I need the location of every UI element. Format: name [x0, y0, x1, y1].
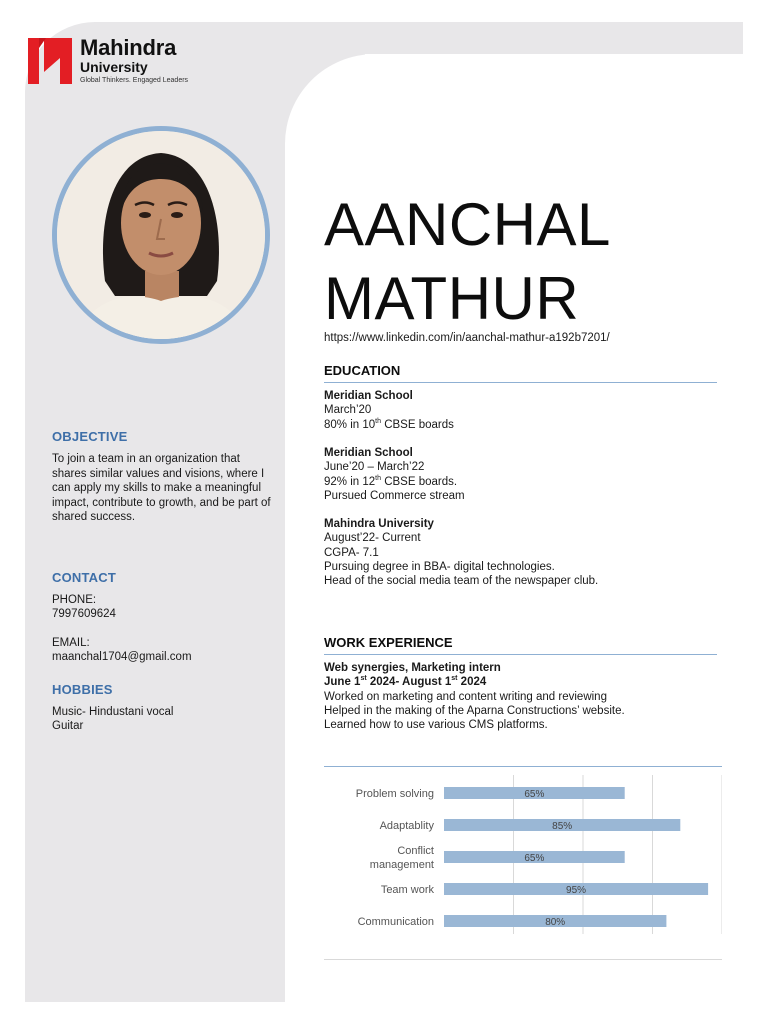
- entry-line: Pursued Commerce stream: [324, 489, 465, 502]
- logo-name: Mahindra: [80, 35, 177, 60]
- category-label: Communication: [357, 916, 434, 928]
- skills-bar-chart: [324, 767, 722, 959]
- contact-heading: CONTACT: [52, 570, 116, 585]
- education-entry: [324, 446, 724, 503]
- bar-value-label: 95%: [566, 885, 587, 896]
- header-band: [300, 22, 743, 54]
- candidate-name: [324, 188, 611, 336]
- first-name: AANCHAL: [324, 191, 611, 258]
- bar-value-label: 85%: [552, 821, 573, 832]
- email-value[interactable]: maanchal1704@gmail.com: [52, 651, 192, 663]
- work-entry: [324, 661, 724, 732]
- objective-heading: OBJECTIVE: [52, 429, 128, 444]
- job-line: Worked on marketing and content writing and reviewing: [324, 690, 607, 703]
- mahindra-logo-mark-icon: [28, 36, 72, 86]
- bar-value-label: 65%: [524, 789, 545, 800]
- education-heading: EDUCATION: [324, 363, 717, 383]
- job-line: Helped in the making of the Aparna Constructions’ website.: [324, 704, 625, 717]
- school-name: Meridian School: [324, 390, 413, 402]
- university-logo: [28, 36, 188, 86]
- last-name: MATHUR: [324, 265, 580, 332]
- hobby-item: Guitar: [52, 720, 84, 732]
- work-experience-heading: WORK EXPERIENCE: [324, 635, 717, 655]
- category-label: Conflict management: [369, 845, 434, 871]
- logo-subtitle: University: [80, 59, 148, 75]
- hobbies-heading: HOBBIES: [52, 682, 113, 697]
- education-entry: [324, 389, 724, 432]
- entry-line: 80% in 10th CBSE boards: [324, 417, 454, 431]
- phone-label: PHONE:: [52, 594, 97, 606]
- job-line: Learned how to use various CMS platforms.: [324, 719, 548, 732]
- hobby-item: Music- Hindustani vocal: [52, 706, 174, 718]
- category-label: Team work: [380, 884, 434, 896]
- category-label: Problem solving: [355, 788, 434, 800]
- job-title: Web synergies, Marketing intern: [324, 662, 501, 674]
- entry-line: 92% in 12th CBSE boards.: [324, 474, 458, 488]
- job-dates: June 1st 2024- August 1st 2024: [324, 675, 487, 689]
- linkedin-link[interactable]: https://www.linkedin.com/in/aanchal-mathur-a192b7201/: [324, 332, 610, 344]
- entry-line: Head of the social media team of the newspaper club.: [324, 575, 599, 588]
- profile-photo: [52, 126, 270, 344]
- bar-value-label: 80%: [545, 917, 566, 928]
- entry-line: June’20 – March’22: [324, 461, 425, 474]
- entry-line: CGPA- 7.1: [324, 546, 379, 559]
- phone-value[interactable]: 7997609624: [52, 608, 116, 620]
- category-label: Adaptablity: [379, 820, 434, 832]
- logo-tagline: Global Thinkers. Engaged Leaders: [80, 77, 189, 84]
- objective-text: To join a team in an organization that shares similar values and visions, where I can apply my skills to make a meaningful impact, contribute to growth, and be part of shared success.: [52, 453, 271, 523]
- school-name: Mahindra University: [324, 518, 434, 530]
- entry-line: August’22- Current: [324, 532, 421, 545]
- entry-line: March’20: [324, 404, 372, 417]
- school-name: Meridian School: [324, 447, 413, 459]
- entry-line: Pursuing degree in BBA- digital technologies.: [324, 560, 555, 573]
- education-entry: [324, 517, 724, 588]
- bar-value-label: 65%: [524, 853, 545, 864]
- email-label: EMAIL:: [52, 637, 90, 649]
- skills-chart: [324, 766, 722, 960]
